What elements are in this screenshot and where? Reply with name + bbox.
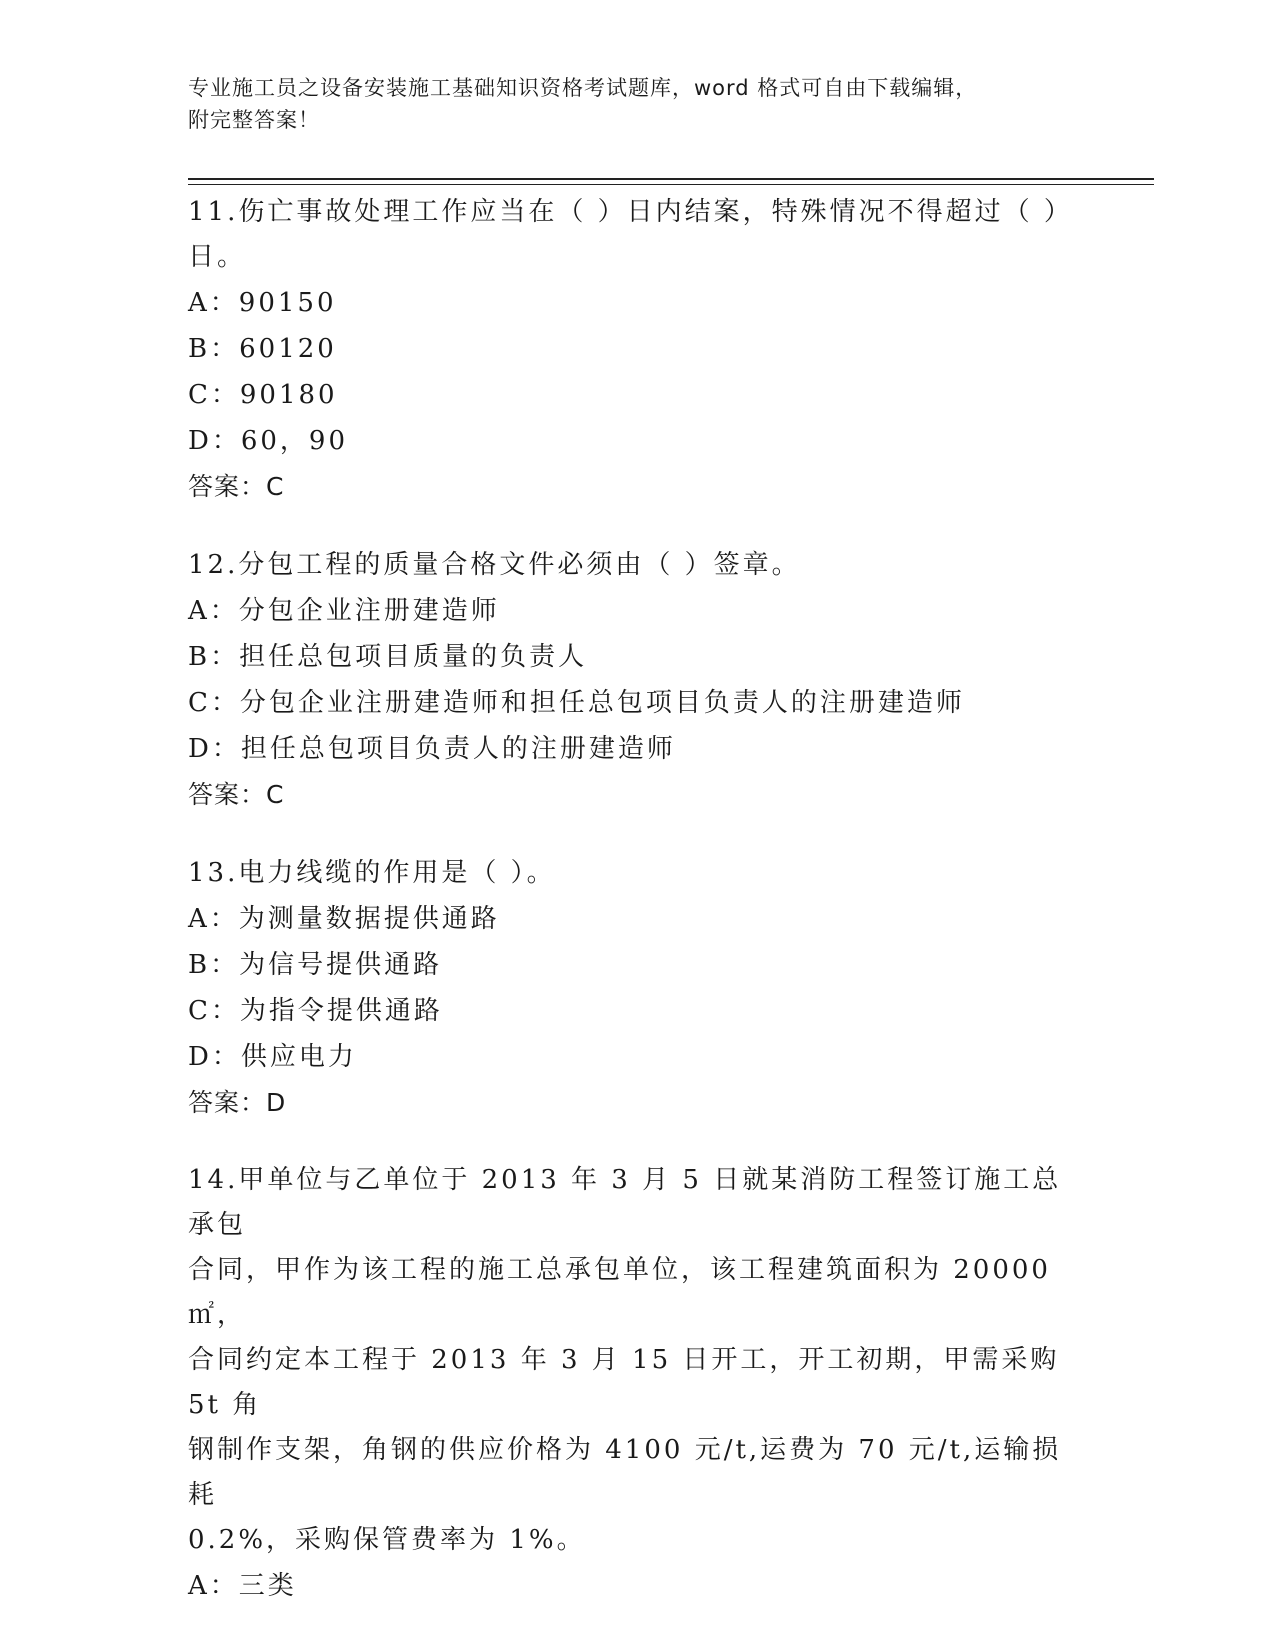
option-c: C：分包企业注册建造师和担任总包项目负责人的注册建造师 bbox=[188, 688, 965, 718]
answer-line: 答案：D bbox=[188, 1088, 287, 1117]
question-14 bbox=[188, 1158, 1078, 1609]
option-a: A：90150 bbox=[188, 288, 337, 318]
question-stem-line: 0.2%，采购保管费率为 1%。 bbox=[188, 1525, 586, 1555]
question-stem-line: 14.甲单位与乙单位于 2013 年 3 月 5 日就某消防工程签订施工总承包 bbox=[188, 1165, 1062, 1240]
answer-line: 答案：C bbox=[188, 472, 285, 501]
header-divider-thin bbox=[188, 184, 1154, 185]
question-12 bbox=[188, 542, 1078, 818]
document-header bbox=[188, 72, 1088, 136]
option-a: A：为测量数据提供通路 bbox=[188, 904, 500, 934]
option-d: D：供应电力 bbox=[188, 1042, 357, 1072]
question-stem-line: 合同约定本工程于 2013 年 3 月 15 日开工，开工初期，甲需采购 5t 角 bbox=[188, 1345, 1060, 1420]
question-stem-line: 13.电力线缆的作用是（ ）。 bbox=[188, 858, 556, 888]
option-a: A：分包企业注册建造师 bbox=[188, 596, 500, 626]
header-line-2: 附完整答案！ bbox=[188, 108, 320, 132]
answer-line: 答案：C bbox=[188, 780, 285, 809]
option-c: C：为指令提供通路 bbox=[188, 996, 443, 1026]
option-a: A：三类 bbox=[188, 1571, 297, 1601]
question-11 bbox=[188, 190, 1078, 510]
option-d: D：60，90 bbox=[188, 426, 349, 456]
question-stem-line: 12.分包工程的质量合格文件必须由（ ）签章。 bbox=[188, 550, 801, 580]
question-13 bbox=[188, 850, 1078, 1126]
question-stem-line: 11.伤亡事故处理工作应当在（ ）日内结案，特殊情况不得超过（ ） bbox=[188, 197, 1073, 227]
question-stem-line: 合同，甲作为该工程的施工总承包单位，该工程建筑面积为 20000㎡， bbox=[188, 1255, 1051, 1330]
option-b: B：为信号提供通路 bbox=[188, 950, 443, 980]
question-list bbox=[188, 190, 1078, 1641]
header-line-1: 专业施工员之设备安装施工基础知识资格考试题库，word 格式可自由下载编辑， bbox=[188, 76, 978, 100]
option-d: D：担任总包项目负责人的注册建造师 bbox=[188, 734, 676, 764]
question-stem-line: 钢制作支架，角钢的供应价格为 4100 元/t,运费为 70 元/t,运输损耗 bbox=[188, 1435, 1062, 1510]
option-b: B：60120 bbox=[188, 334, 337, 364]
option-b: B：担任总包项目质量的负责人 bbox=[188, 642, 588, 672]
header-divider-thick bbox=[188, 178, 1154, 180]
question-stem-line: 日。 bbox=[188, 242, 247, 272]
option-c: C：90180 bbox=[188, 380, 338, 410]
